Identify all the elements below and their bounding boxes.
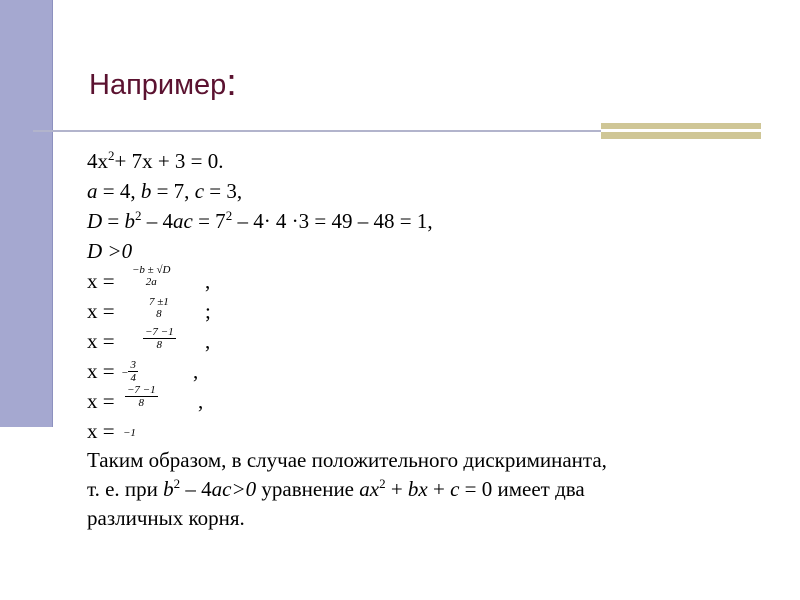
slide-content bbox=[87, 146, 607, 533]
disc-rest2: – 4· 4 ·3 = 49 – 48 = 1, bbox=[232, 209, 433, 233]
conclusion-text-a: т. е. при bbox=[87, 477, 164, 501]
formula-denominator: 2a bbox=[145, 276, 157, 288]
solution-3-fraction bbox=[143, 326, 176, 351]
left-decor-bar bbox=[0, 0, 53, 427]
formula-numerator: −b ± √D bbox=[132, 264, 171, 276]
solution-line-4 bbox=[87, 356, 607, 386]
solution-4-expression bbox=[121, 354, 138, 388]
disc-sup: 2 bbox=[135, 208, 142, 223]
solution-5-fraction bbox=[125, 384, 158, 409]
conclusion-text-k: = 0 имеет два bbox=[459, 477, 585, 501]
solution-line-3 bbox=[87, 326, 607, 356]
disc-d: D bbox=[87, 209, 103, 233]
discriminant-positive-line bbox=[87, 236, 607, 266]
slide-title bbox=[89, 62, 237, 105]
disc-ac: ac bbox=[173, 209, 193, 233]
solution-2-numerator: 7 ±1 bbox=[149, 296, 169, 308]
solution-3-punct: , bbox=[205, 329, 211, 353]
solution-line-6 bbox=[87, 416, 607, 446]
conclusion-bx: bx bbox=[407, 477, 428, 501]
x-label: x = bbox=[87, 419, 115, 443]
conclusion-line-1: Таким образом, в случае положительного дискриминанта, bbox=[87, 448, 607, 472]
conclusion-line-2 bbox=[87, 475, 607, 504]
conclusion-line-3: различных корня. bbox=[87, 506, 245, 530]
disc-rest1: = 7 bbox=[192, 209, 226, 233]
solution-line-5 bbox=[87, 386, 607, 416]
equation-line bbox=[87, 146, 607, 176]
coefficients-line bbox=[87, 176, 607, 206]
coef-c-val: = 3, bbox=[204, 179, 243, 203]
conclusion-text-e: уравнение bbox=[256, 477, 360, 501]
coef-c: c bbox=[194, 179, 205, 203]
solution-3-denominator: 8 bbox=[143, 338, 176, 351]
conclusion-ac: ac>0 bbox=[211, 477, 257, 501]
solution-4-punct: , bbox=[193, 359, 199, 383]
x-label: x = bbox=[87, 329, 115, 353]
conclusion-ax: ax bbox=[359, 477, 380, 501]
solution-3-numerator: −7 −1 bbox=[145, 326, 174, 338]
conclusion-sup2: 2 bbox=[379, 476, 386, 491]
solution-2-punct: ; bbox=[205, 299, 211, 323]
solution-5-numerator: −7 −1 bbox=[127, 384, 156, 396]
solution-5-denominator: 8 bbox=[125, 396, 158, 409]
x-label: x = bbox=[87, 299, 115, 323]
conclusion-text-i: + bbox=[427, 477, 451, 501]
coef-b-val: = 7, bbox=[151, 179, 195, 203]
equation-start: 4x bbox=[87, 149, 108, 173]
x-label: x = bbox=[87, 269, 115, 293]
equation-rest: + 7x + 3 = 0. bbox=[114, 149, 224, 173]
solution-4-numerator: 3 bbox=[130, 358, 136, 371]
formula-fraction bbox=[130, 264, 172, 288]
disc-b: b bbox=[124, 209, 136, 233]
solution-6-value: −1 bbox=[123, 427, 136, 439]
coef-b: b bbox=[140, 179, 152, 203]
solution-line-1 bbox=[87, 266, 607, 296]
solution-2-denominator: 8 bbox=[156, 308, 162, 320]
solution-5-punct: , bbox=[198, 389, 204, 413]
solution-4-sign: − bbox=[121, 367, 129, 379]
discriminant-line bbox=[87, 206, 607, 236]
x-label: x = bbox=[87, 389, 115, 413]
slide-title-colon: : bbox=[226, 62, 237, 104]
solution-1-punct: , bbox=[205, 269, 211, 293]
conclusion-text-g: + bbox=[385, 477, 408, 501]
disc-pos-d: D bbox=[87, 239, 103, 263]
disc-eq: = bbox=[102, 209, 125, 233]
conclusion-b: b bbox=[163, 477, 174, 501]
slide-title-text: Например bbox=[89, 69, 227, 101]
coef-a-val: = 4, bbox=[97, 179, 141, 203]
solution-4-denominator: 4 bbox=[130, 371, 136, 384]
solution-2-fraction bbox=[147, 296, 171, 320]
disc-sup2: 2 bbox=[225, 208, 233, 223]
coef-a: a bbox=[87, 179, 98, 203]
disc-pos-rest: >0 bbox=[102, 239, 133, 263]
solution-4-fraction bbox=[128, 359, 138, 384]
equation-sup: 2 bbox=[108, 148, 115, 163]
conclusion-text-c: – 4 bbox=[180, 477, 212, 501]
solution-line-2 bbox=[87, 296, 607, 326]
conclusion-sup: 2 bbox=[173, 476, 181, 491]
x-label: x = bbox=[87, 359, 115, 383]
conclusion-c: c bbox=[450, 477, 460, 501]
title-divider-accent bbox=[601, 123, 761, 139]
disc-minus: – 4 bbox=[141, 209, 174, 233]
